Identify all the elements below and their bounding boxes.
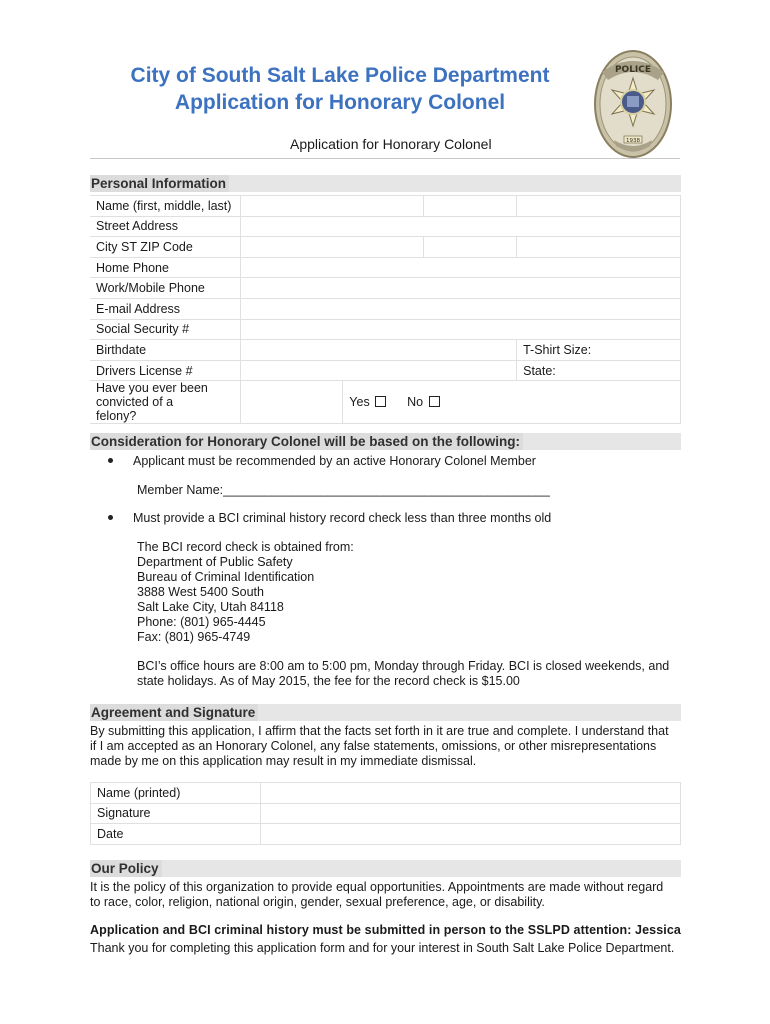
table-row (90, 381, 681, 424)
name-printed-field[interactable] (260, 783, 680, 804)
tshirt-size-field[interactable]: T-Shirt Size: (517, 340, 681, 361)
table-row (90, 196, 681, 217)
name-printed-label: Name (printed) (91, 783, 261, 804)
list-item (108, 454, 536, 468)
bci-address-block (137, 540, 354, 645)
email-field[interactable] (241, 298, 681, 319)
license-label: Drivers License # (90, 360, 241, 381)
bullet-text: Applicant must be recommended by an active Honorary Colonel Member (133, 454, 536, 468)
policy-text (90, 880, 682, 910)
bci-hours-line: state holidays. As of May 2015, the fee for the record check is $15.00 (137, 674, 520, 688)
police-badge-logo (592, 48, 674, 160)
section-agreement (90, 704, 681, 721)
table-row (90, 340, 681, 361)
ssn-field[interactable] (241, 319, 681, 340)
felony-answer (343, 381, 681, 424)
felony-label-line-1: Have you ever been convicted of a (96, 381, 208, 410)
policy-line: It is the policy of this organization to provide equal opportunities. Appointments are made without regard (90, 880, 664, 894)
table-row (90, 298, 681, 319)
city-label: City ST ZIP Code (90, 237, 241, 258)
email-label: E-mail Address (90, 298, 241, 319)
section-heading: Consideration for Honorary Colonel will be based on the following: (90, 433, 523, 450)
badge-top-text: POLICE (614, 65, 652, 75)
page-title: City of South Salt Lake Police Department (130, 64, 550, 87)
felony-label (90, 381, 241, 424)
section-policy (90, 860, 681, 877)
work-phone-field[interactable] (241, 278, 681, 299)
personal-info-table (90, 195, 681, 424)
table-row (90, 360, 681, 381)
signature-table (90, 782, 681, 845)
street-field[interactable] (241, 216, 681, 237)
table-row (90, 216, 681, 237)
agreement-line: By submitting this application, I affirm that the facts set forth in it are true and complete. I understand that (90, 724, 669, 738)
bci-line: The BCI record check is obtained from: (137, 540, 354, 554)
home-phone-label: Home Phone (90, 257, 241, 278)
signature-field[interactable] (260, 803, 680, 824)
city-field[interactable] (241, 237, 424, 258)
work-phone-label: Work/Mobile Phone (90, 278, 241, 299)
middle-name-field[interactable] (424, 196, 517, 217)
table-row (90, 257, 681, 278)
table-row (91, 824, 681, 845)
member-name-line[interactable]: Member Name:_______________________________________________ (137, 483, 550, 497)
zip-field[interactable] (517, 237, 681, 258)
bci-line: Bureau of Criminal Identification (137, 570, 315, 584)
bci-hours (137, 659, 669, 689)
table-row (91, 783, 681, 804)
bci-line: Fax: (801) 965-4749 (137, 630, 251, 644)
date-label: Date (91, 824, 261, 845)
table-row (91, 803, 681, 824)
bullet-icon (108, 458, 113, 463)
thank-you-note: Thank you for completing this application form and for your interest in South Salt Lake Police Department. (90, 941, 675, 955)
bullet-text: Must provide a BCI criminal history record check less than three months old (133, 511, 552, 525)
felony-spacer (241, 381, 343, 424)
yes-checkbox[interactable] (375, 396, 386, 407)
page-title-line-2: Application for Honorary Colonel (174, 91, 506, 114)
badge-year: 1938 (626, 138, 640, 144)
table-row (90, 237, 681, 258)
home-phone-field[interactable] (241, 257, 681, 278)
signature-label: Signature (91, 803, 261, 824)
list-item (108, 511, 551, 525)
birthdate-label: Birthdate (90, 340, 241, 361)
section-personal-information (90, 175, 681, 192)
section-heading: Personal Information (90, 175, 229, 192)
section-heading: Agreement and Signature (90, 704, 258, 721)
subtitle: Application for Honorary Colonel (290, 136, 492, 152)
ssn-label: Social Security # (90, 319, 241, 340)
birthdate-field[interactable] (241, 340, 517, 361)
state-field[interactable] (424, 237, 517, 258)
section-consideration (90, 433, 681, 450)
felony-label-line-2: felony? (96, 409, 137, 424)
table-row (90, 278, 681, 299)
header-divider (90, 158, 680, 159)
table-row (90, 319, 681, 340)
last-name-field[interactable] (517, 196, 681, 217)
first-name-field[interactable] (241, 196, 424, 217)
license-field[interactable] (241, 360, 517, 381)
bci-line: Phone: (801) 965-4445 (137, 615, 266, 629)
date-field[interactable] (260, 824, 680, 845)
submission-note: Application and BCI criminal history must be submitted in person to the SSLPD attention: Jessica (90, 923, 681, 937)
agreement-text (90, 724, 682, 769)
name-label: Name (first, middle, last) (90, 196, 241, 217)
bullet-icon (108, 515, 113, 520)
section-heading: Our Policy (90, 860, 162, 877)
bci-hours-line: BCI’s office hours are 8:00 am to 5:00 pm, Monday through Friday. BCI is closed weekends, and (137, 659, 670, 673)
license-state-field[interactable]: State: (517, 360, 681, 381)
bci-line: 3888 West 5400 South (137, 585, 264, 599)
no-label: No (407, 395, 424, 410)
yes-label: Yes (349, 395, 370, 410)
bci-line: Department of Public Safety (137, 555, 293, 569)
agreement-line: if I am accepted as an Honorary Colonel, any false statements, omissions, or other misrepresentations (90, 739, 657, 753)
street-label: Street Address (90, 216, 241, 237)
agreement-line: made by me on this application may result in my immediate dismissal. (90, 754, 477, 768)
bci-line: Salt Lake City, Utah 84118 (137, 600, 284, 614)
no-checkbox[interactable] (429, 396, 440, 407)
policy-line: to race, color, religion, national origin, gender, sexual preference, age, or disability. (90, 895, 545, 909)
